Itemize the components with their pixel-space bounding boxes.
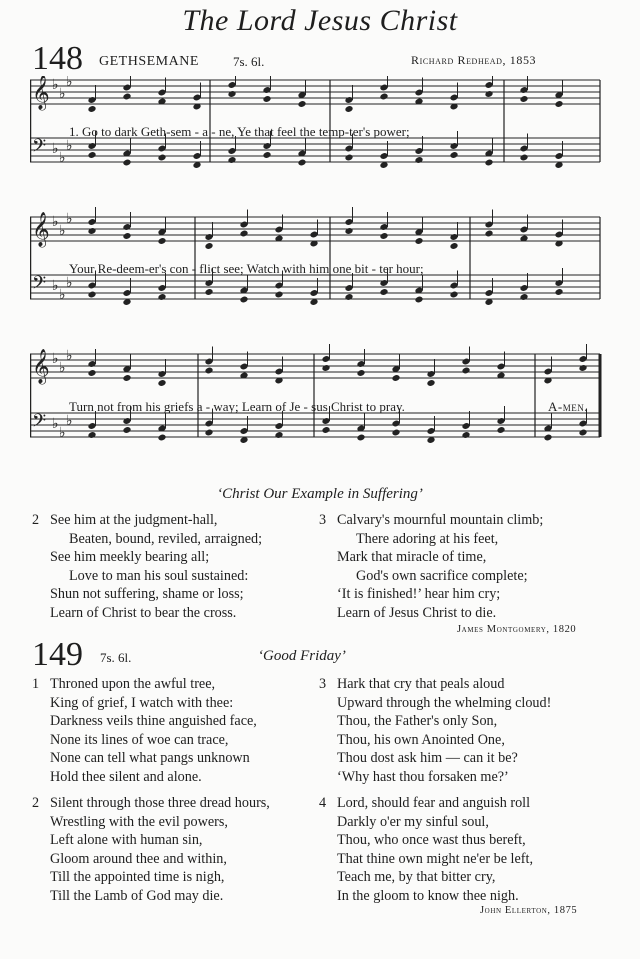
note-head [391, 429, 400, 437]
note-head [157, 154, 166, 162]
page-title: The Lord Jesus Christ [182, 4, 458, 37]
note-head [379, 93, 388, 101]
note-head [484, 230, 493, 238]
verse-line: Thou, who once wast thus bereft, [337, 832, 526, 849]
flat-icon: ♭ [66, 76, 73, 90]
verse-line: Beaten, bound, reviled, arraigned; [69, 530, 263, 547]
bass-clef-icon: 𝄢 [32, 411, 47, 436]
bass-clef-icon: 𝄢 [32, 273, 47, 298]
hymn-148-number: 148 [32, 40, 83, 77]
verse-line: Shun not suffering, shame or loss; [50, 586, 244, 603]
verse-number: 3 [319, 512, 327, 528]
note-head [578, 429, 587, 437]
note-head [344, 227, 353, 235]
tune-name: GETHSEMANE [99, 54, 199, 69]
flat-icon: ♭ [52, 416, 59, 432]
note-head [519, 154, 528, 162]
verse-line: King of grief, I watch with thee: [50, 694, 234, 711]
note-head [157, 379, 166, 387]
note-head [356, 434, 365, 442]
verse-number: 4 [319, 795, 327, 811]
hymn-149-verse-2 [32, 794, 270, 906]
verse-line: Lord, should fear and anguish roll [337, 795, 531, 811]
flat-icon: ♭ [66, 138, 73, 154]
verse-line: God's own sacrifice complete; [356, 567, 528, 584]
note-head [543, 434, 552, 442]
verse-line: Teach me, by that bitter cry, [337, 869, 496, 886]
verse-line: Darkly o'er my sinful soul, [337, 813, 489, 830]
verse-line: Till the appointed time is nigh, [50, 869, 225, 886]
verse-line: Silent through those three dread hours, [50, 795, 270, 811]
note-head [87, 431, 96, 439]
verse-line: Hark that cry that peals aloud [337, 676, 505, 692]
note-head [414, 156, 423, 164]
composer-credit: Richard Redhead, 1853 [411, 53, 537, 67]
flat-icon: ♭ [59, 425, 66, 441]
note-head [379, 232, 388, 240]
note-head [519, 95, 528, 103]
hymn-149-meter: 7s. 6l. [100, 650, 132, 665]
note-head [239, 230, 248, 238]
note-head [204, 242, 213, 250]
verse-line: Thou dost ask him — can it be? [337, 750, 518, 767]
note-head [204, 367, 213, 375]
verse-number: 2 [32, 512, 40, 528]
verse-number: 3 [319, 676, 327, 692]
note-head [122, 374, 131, 382]
note-head [262, 95, 271, 103]
note-head [274, 291, 283, 299]
note-head [157, 293, 166, 301]
verse-line: Left alone with human sin, [50, 832, 203, 849]
note-head [344, 105, 353, 113]
verse-line: Wrestling with the evil powers, [50, 813, 228, 830]
note-head [157, 237, 166, 245]
verse-line: None its lines of woe can trace, [50, 731, 229, 748]
note-head [204, 288, 213, 296]
flat-icon: ♭ [66, 211, 73, 227]
note-head [461, 431, 470, 439]
note-head [262, 151, 271, 159]
treble-clef-icon: 𝄞 [32, 76, 50, 110]
note-head [391, 374, 400, 382]
hymn-149-number: 149 [32, 636, 83, 673]
amen-label: A-men. [548, 399, 588, 414]
note-head [344, 293, 353, 301]
flat-icon: ♭ [59, 86, 66, 102]
verse-line: None can tell what pangs unknown [50, 750, 250, 767]
hymn-148-subtitle: ‘Christ Our Example in Suffering’ [217, 486, 423, 502]
note-head [414, 296, 423, 304]
note-head [297, 100, 306, 108]
note-head [87, 227, 96, 235]
note-head [496, 426, 505, 434]
note-head [87, 151, 96, 159]
note-head [449, 291, 458, 299]
verse-line: See him at the judgment-hall, [50, 512, 218, 528]
note-head [484, 90, 493, 98]
note-head [321, 364, 330, 372]
note-head [449, 242, 458, 250]
verse-line: That thine own might ne'er be left, [337, 850, 533, 867]
note-head [87, 291, 96, 299]
verse-line: Darkness veils thine anguished face, [50, 713, 257, 730]
note-head [122, 93, 131, 101]
hymn-149-subtitle: ‘Good Friday’ [258, 648, 346, 664]
lyric-line-3: Turn not from his griefs a - way; Learn of Je - sus Christ to pray. [69, 399, 405, 414]
treble-clef-icon: 𝄞 [32, 212, 50, 247]
hymn-149-verse-1 [32, 675, 257, 787]
note-head [426, 379, 435, 387]
verse-line: In the gloom to know thee nigh. [337, 887, 519, 904]
verse-line: Learn of Christ to bear the cross. [50, 604, 237, 621]
note-head [87, 105, 96, 113]
treble-clef-icon: 𝄞 [32, 349, 50, 384]
verse-line: Upward through the whelming cloud! [337, 694, 552, 711]
verse-line: ‘Why hast thou forsaken me?’ [337, 768, 509, 785]
flat-icon: ♭ [66, 348, 73, 364]
note-head [239, 296, 248, 304]
verse-line: Gloom around thee and within, [50, 850, 227, 867]
hymn-149-verse-3 [319, 675, 552, 787]
note-head [461, 367, 470, 375]
bass-clef-icon: 𝄢 [32, 136, 47, 161]
lyric-line-2: Your Re-deem-er's con - flict see; Watch with him one bit - ter hour; [69, 261, 424, 276]
flat-icon: ♭ [52, 351, 59, 367]
flat-icon: ♭ [66, 413, 73, 429]
flat-icon: ♭ [59, 150, 66, 166]
flat-icon: ♭ [52, 214, 59, 230]
note-head [414, 237, 423, 245]
note-head [554, 288, 563, 296]
hymn-149-verse-4 [319, 794, 533, 906]
note-head [227, 156, 236, 164]
verse-line: See him meekly bearing all; [50, 549, 210, 566]
hymn-148-meter: 7s. 6l. [233, 54, 265, 69]
note-head [122, 426, 131, 434]
note-head [87, 369, 96, 377]
verse-number: 2 [32, 795, 40, 811]
flat-icon: ♭ [59, 360, 66, 376]
flat-icon: ♭ [59, 223, 66, 239]
verse-line: Mark that miracle of time, [337, 549, 487, 566]
note-head [297, 159, 306, 167]
hymn-148-attribution: James Montgomery, 1820 [457, 624, 577, 635]
note-head [157, 434, 166, 442]
verse-line: Thou, the Father's only Son, [337, 713, 498, 730]
note-head [321, 426, 330, 434]
note-head [204, 429, 213, 437]
flat-icon: ♭ [59, 287, 66, 303]
note-head [519, 293, 528, 301]
verse-number: 1 [32, 676, 40, 692]
hymn-149-attribution: John Ellerton, 1875 [480, 905, 578, 916]
verse-line: Learn of Jesus Christ to die. [337, 604, 497, 621]
note-head [449, 151, 458, 159]
verse-line: There adoring at his feet, [356, 530, 499, 547]
note-head [227, 90, 236, 98]
note-head [379, 288, 388, 296]
verse-line: Throned upon the awful tree, [50, 676, 216, 692]
flat-icon: ♭ [66, 275, 73, 291]
hymn-148-verse-2 [32, 511, 263, 623]
note-head [122, 232, 131, 240]
verse-line: ‘It is finished!’ hear him cry; [337, 586, 501, 603]
verse-line: Hold thee silent and alone. [50, 768, 202, 785]
note-head [274, 431, 283, 439]
hymn-148-verse-3 [319, 511, 544, 623]
note-head [484, 159, 493, 167]
flat-icon: ♭ [52, 77, 59, 93]
flat-icon: ♭ [52, 141, 59, 157]
note-head [356, 369, 365, 377]
verse-line: Love to man his soul sustained: [69, 567, 249, 584]
verse-line: Till the Lamb of God may die. [50, 887, 224, 904]
note-head [578, 364, 587, 372]
note-head [554, 100, 563, 108]
note-head [344, 154, 353, 162]
flat-icon: ♭ [52, 278, 59, 294]
lyric-line-1: 1. Go to dark Geth-sem - a - ne, Ye that feel the temp-ter's power; [69, 124, 410, 139]
note-head [122, 159, 131, 167]
verse-line: Calvary's mournful mountain climb; [337, 512, 544, 528]
verse-line: Thou, his own Anointed One, [337, 731, 505, 748]
